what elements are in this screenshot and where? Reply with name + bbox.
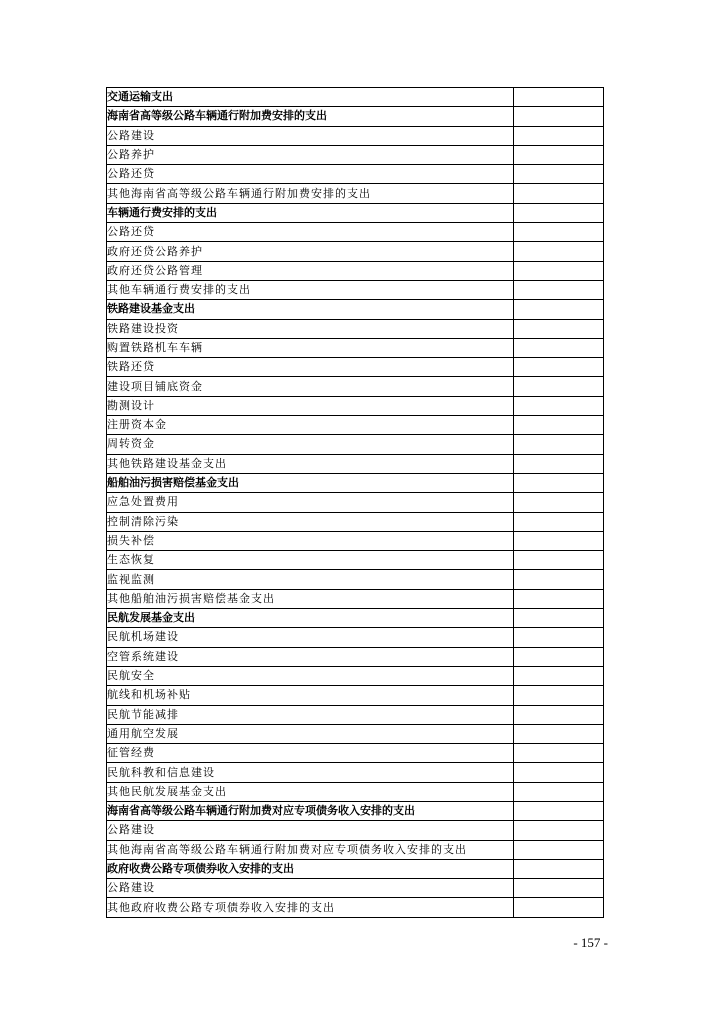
amount-cell <box>514 145 604 164</box>
table-row <box>107 165 604 184</box>
item-label-cell: 损失补偿 <box>107 531 514 550</box>
item-label-cell: 购置铁路机车车辆 <box>107 338 514 357</box>
table-row <box>107 744 604 763</box>
section-heading-cell: 海南省高等级公路车辆通行附加费安排的支出 <box>107 107 514 126</box>
amount-cell <box>514 724 604 743</box>
amount-cell <box>514 512 604 531</box>
table-row <box>107 840 604 859</box>
amount-cell <box>514 801 604 820</box>
table-row <box>107 705 604 724</box>
category-title-cell: 交通运输支出 <box>107 88 514 107</box>
table-row <box>107 377 604 396</box>
amount-cell <box>514 280 604 299</box>
section-heading-cell: 车辆通行费安排的支出 <box>107 203 514 222</box>
item-label-cell: 应急处置费用 <box>107 493 514 512</box>
item-label-cell: 公路还贷 <box>107 223 514 242</box>
amount-cell <box>514 570 604 589</box>
item-label-cell: 其他船舶油污损害赔偿基金支出 <box>107 589 514 608</box>
table-row <box>107 493 604 512</box>
table-row <box>107 531 604 550</box>
item-label-cell: 铁路建设投资 <box>107 319 514 338</box>
table-row <box>107 782 604 801</box>
amount-cell <box>514 396 604 415</box>
item-label-cell: 其他民航发展基金支出 <box>107 782 514 801</box>
amount-cell <box>514 609 604 628</box>
expenditure-table <box>106 87 604 918</box>
amount-cell <box>514 840 604 859</box>
amount-cell <box>514 416 604 435</box>
amount-cell <box>514 763 604 782</box>
item-label-cell: 公路建设 <box>107 821 514 840</box>
table-row <box>107 686 604 705</box>
amount-cell <box>514 184 604 203</box>
table-row <box>107 319 604 338</box>
table-row <box>107 589 604 608</box>
table-row <box>107 126 604 145</box>
amount-cell <box>514 165 604 184</box>
item-label-cell: 公路建设 <box>107 126 514 145</box>
item-label-cell: 铁路还贷 <box>107 358 514 377</box>
amount-cell <box>514 821 604 840</box>
table-row <box>107 223 604 242</box>
item-label-cell: 控制清除污染 <box>107 512 514 531</box>
amount-cell <box>514 898 604 917</box>
amount-cell <box>514 531 604 550</box>
table-row <box>107 551 604 570</box>
item-label-cell: 其他政府收费公路专项债券收入安排的支出 <box>107 898 514 917</box>
item-label-cell: 政府还贷公路养护 <box>107 242 514 261</box>
item-label-cell: 通用航空发展 <box>107 724 514 743</box>
section-heading-cell: 政府收费公路专项债券收入安排的支出 <box>107 859 514 878</box>
table-row <box>107 242 604 261</box>
table-row <box>107 609 604 628</box>
item-label-cell: 民航机场建设 <box>107 628 514 647</box>
amount-cell <box>514 338 604 357</box>
expenditure-table-body <box>107 88 604 918</box>
amount-cell <box>514 358 604 377</box>
amount-cell <box>514 223 604 242</box>
amount-cell <box>514 242 604 261</box>
table-row <box>107 396 604 415</box>
table-row <box>107 338 604 357</box>
amount-cell <box>514 628 604 647</box>
table-row <box>107 821 604 840</box>
amount-cell <box>514 744 604 763</box>
amount-cell <box>514 454 604 473</box>
table-row <box>107 879 604 898</box>
table-row <box>107 898 604 917</box>
amount-cell <box>514 261 604 280</box>
table-row <box>107 473 604 492</box>
amount-cell <box>514 493 604 512</box>
amount-cell <box>514 782 604 801</box>
item-label-cell: 监视监测 <box>107 570 514 589</box>
table-row <box>107 763 604 782</box>
item-label-cell: 民航科教和信息建设 <box>107 763 514 782</box>
table-row <box>107 300 604 319</box>
table-row <box>107 628 604 647</box>
table-row <box>107 280 604 299</box>
section-heading-cell: 船舶油污损害赔偿基金支出 <box>107 473 514 492</box>
table-row <box>107 107 604 126</box>
table-row <box>107 801 604 820</box>
item-label-cell: 政府还贷公路管理 <box>107 261 514 280</box>
amount-cell <box>514 319 604 338</box>
table-row <box>107 145 604 164</box>
item-label-cell: 征管经费 <box>107 744 514 763</box>
item-label-cell: 注册资本金 <box>107 416 514 435</box>
amount-cell <box>514 300 604 319</box>
table-row <box>107 666 604 685</box>
table-row <box>107 647 604 666</box>
amount-cell <box>514 551 604 570</box>
section-heading-cell: 铁路建设基金支出 <box>107 300 514 319</box>
table-row <box>107 416 604 435</box>
table-row <box>107 454 604 473</box>
amount-cell <box>514 435 604 454</box>
amount-cell <box>514 859 604 878</box>
table-row <box>107 435 604 454</box>
table-row <box>107 724 604 743</box>
item-label-cell: 建设项目铺底资金 <box>107 377 514 396</box>
page-number: - 157 - <box>573 935 608 950</box>
amount-cell <box>514 705 604 724</box>
item-label-cell: 其他铁路建设基金支出 <box>107 454 514 473</box>
table-row <box>107 358 604 377</box>
item-label-cell: 其他海南省高等级公路车辆通行附加费安排的支出 <box>107 184 514 203</box>
section-heading-cell: 民航发展基金支出 <box>107 609 514 628</box>
item-label-cell: 公路建设 <box>107 879 514 898</box>
amount-cell <box>514 377 604 396</box>
table-row <box>107 512 604 531</box>
item-label-cell: 周转资金 <box>107 435 514 454</box>
amount-cell <box>514 879 604 898</box>
amount-cell <box>514 647 604 666</box>
item-label-cell: 空管系统建设 <box>107 647 514 666</box>
amount-cell <box>514 589 604 608</box>
amount-cell <box>514 203 604 222</box>
item-label-cell: 勘测设计 <box>107 396 514 415</box>
amount-cell <box>514 126 604 145</box>
item-label-cell: 其他车辆通行费安排的支出 <box>107 280 514 299</box>
table-row <box>107 203 604 222</box>
item-label-cell: 其他海南省高等级公路车辆通行附加费对应专项债务收入安排的支出 <box>107 840 514 859</box>
table-row <box>107 88 604 107</box>
item-label-cell: 生态恢复 <box>107 551 514 570</box>
amount-cell <box>514 473 604 492</box>
table-row <box>107 859 604 878</box>
item-label-cell: 民航安全 <box>107 666 514 685</box>
section-heading-cell: 海南省高等级公路车辆通行附加费对应专项债务收入安排的支出 <box>107 801 514 820</box>
amount-cell <box>514 686 604 705</box>
table-row <box>107 184 604 203</box>
item-label-cell: 民航节能减排 <box>107 705 514 724</box>
item-label-cell: 公路还贷 <box>107 165 514 184</box>
item-label-cell: 公路养护 <box>107 145 514 164</box>
item-label-cell: 航线和机场补贴 <box>107 686 514 705</box>
amount-cell <box>514 107 604 126</box>
table-row <box>107 570 604 589</box>
table-row <box>107 261 604 280</box>
amount-cell <box>514 88 604 107</box>
amount-cell <box>514 666 604 685</box>
